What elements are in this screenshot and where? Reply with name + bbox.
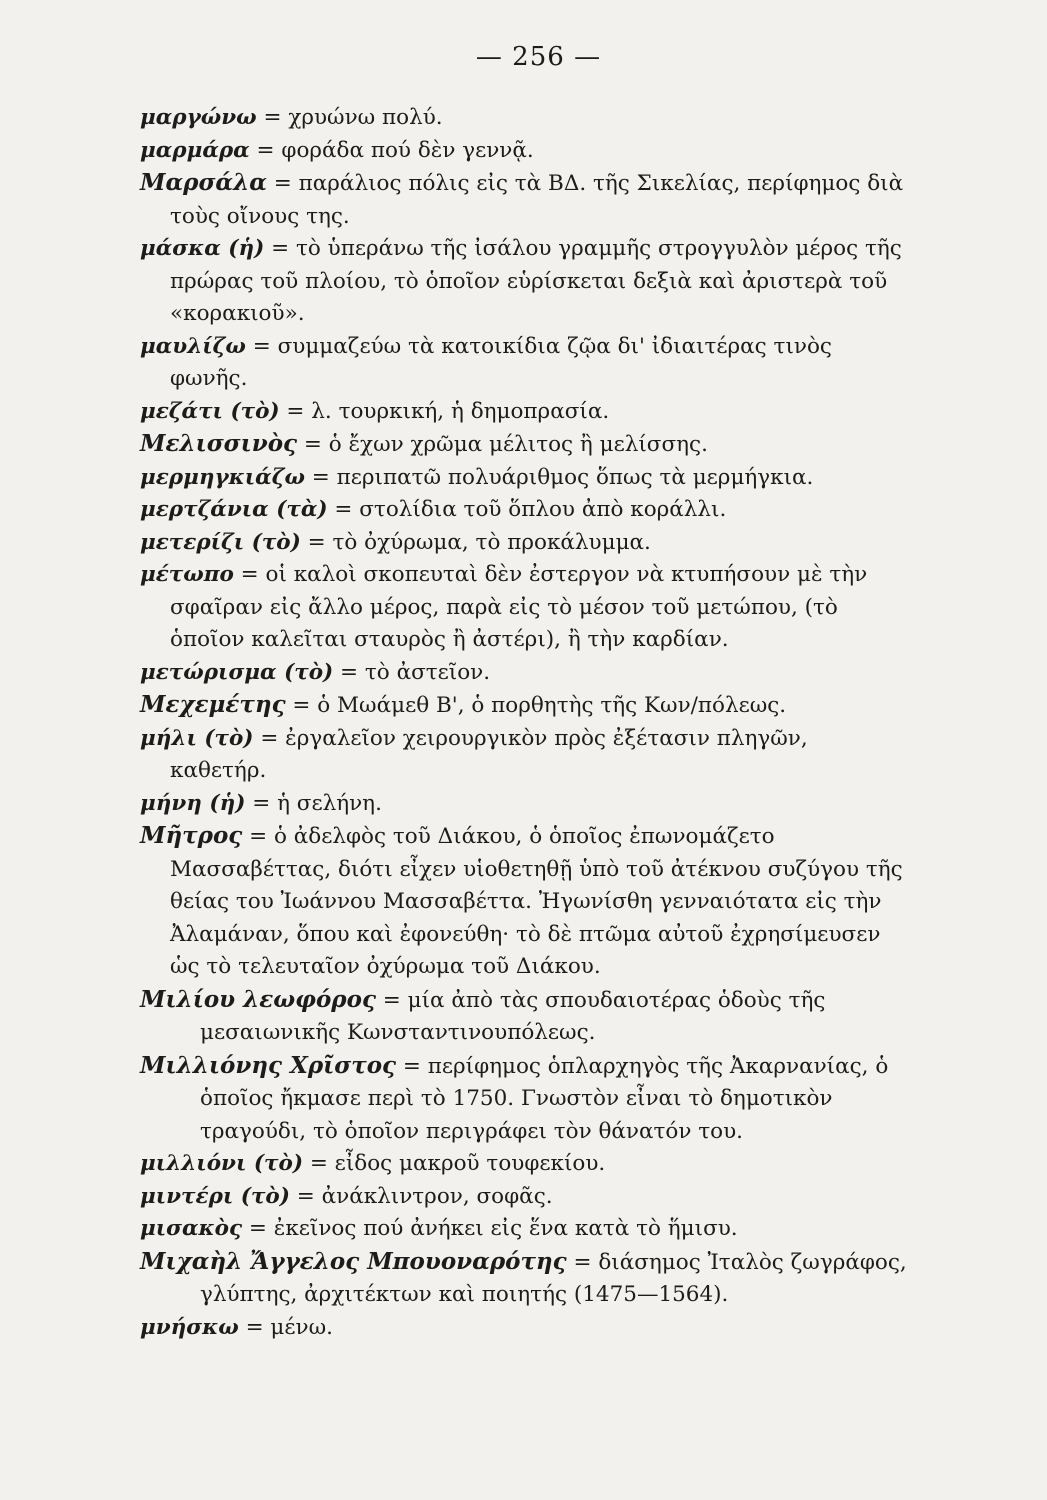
glossary-entry	[140, 494, 907, 527]
entry-term: μετερίζι (τὸ)	[140, 529, 301, 555]
entry-term: μεζάτι (τὸ)	[140, 398, 280, 424]
glossary-entry	[140, 984, 907, 1050]
entry-term: μήνη (ἡ)	[140, 790, 246, 816]
entry-definition: = λ. τουρκική, ἡ δημοπρασία.	[279, 398, 610, 424]
entry-definition: = χρυώνω πολύ.	[256, 105, 443, 130]
entry-definition: = ἀνάκλιντρον, σοφᾶς.	[289, 1183, 553, 1209]
glossary-entry	[140, 1050, 907, 1149]
glossary-entry	[140, 396, 907, 429]
glossary-entry	[140, 788, 907, 821]
entry-definition: = τὸ ὑπεράνω τῆς ἰσάλου γραμμῆς στρογγυλὸν μέρος τῆς πρώρας τοῦ πλοίου, τὸ ὁποῖον εὑρίσκεται δεξιὰ καὶ ἀριστερὰ τοῦ «κορακιοῦ».	[170, 236, 902, 326]
entry-definition: = φοράδα πού δὲν γεννᾷ.	[249, 137, 534, 163]
entry-term: Μιλίου λεωφόρος	[140, 985, 376, 1013]
entry-definition: = εἶδος μακροῦ τουφεκίου.	[303, 1151, 606, 1176]
entry-term: Μαρσάλα	[140, 169, 267, 196]
glossary-entry	[140, 233, 907, 331]
entry-term: μιντέρι (τὸ)	[140, 1183, 290, 1209]
glossary-entry	[140, 657, 907, 690]
glossary-entry	[140, 1246, 907, 1312]
glossary-entry	[140, 527, 907, 560]
glossary-entry	[140, 428, 907, 462]
glossary-entries	[140, 102, 907, 1344]
glossary-entry	[140, 167, 907, 233]
glossary-entry	[140, 689, 907, 723]
entry-term: Μελισσινὸς	[140, 430, 298, 457]
entry-term: Μιλλιόνης Χρῖστος	[140, 1051, 397, 1079]
entry-term: μάσκα (ἡ)	[140, 236, 265, 261]
entry-definition: = μία ἀπὸ τὰς σπουδαιοτέρας ὁδοὺς τῆς μεσαιωνικῆς Κωνσταντινουπόλεως.	[200, 987, 826, 1045]
glossary-entry	[140, 135, 907, 168]
entry-term: μερμηγκιάζω	[140, 464, 305, 490]
entry-definition: = ἡ σελήνη.	[245, 790, 382, 816]
entry-definition: = περιπατῶ πολυάριθμος ὅπως τὰ μερμήγκια.	[304, 464, 814, 490]
glossary-entry	[140, 723, 907, 788]
entry-term: Μιχαὴλ Ἄγγελος Μπουοναρότης	[140, 1247, 567, 1275]
glossary-entry	[140, 1312, 907, 1345]
glossary-entry	[140, 331, 907, 396]
glossary-entry	[140, 1213, 907, 1246]
entry-definition: = ὁ ἔχων χρῶμα μέλιτος ἢ μελίσσης.	[297, 432, 708, 457]
entry-definition: = συμμαζεύω τὰ κατοικίδια ζῷα δι' ἰδιαιτέρας τινὸς φωνῆς.	[170, 333, 832, 391]
entry-term: μνήσκω	[140, 1314, 239, 1340]
entry-definition: = ἐκεῖνος πού ἀνήκει εἰς ἕνα κατὰ τὸ ἥμισυ.	[242, 1216, 738, 1241]
glossary-entry	[140, 102, 907, 135]
entry-term: μέτωπο	[140, 562, 234, 587]
glossary-entry	[140, 820, 907, 984]
entry-term: Μῆτρος	[140, 822, 243, 849]
entry-definition: = παράλιος πόλις εἰς τὰ ΒΔ. τῆς Σικελίας, περίφημος διὰ τοὺς οἴνους της.	[170, 171, 904, 229]
entry-definition: = τὸ ὀχύρωμα, τὸ προκάλυμμα.	[300, 529, 651, 555]
entry-definition: = ἐργαλεῖον χειρουργικὸν πρὸς ἐξέτασιν πληγῶν, καθετήρ.	[170, 725, 808, 783]
glossary-entry	[140, 1148, 907, 1181]
entry-definition: = ὁ ἀδελφὸς τοῦ Διάκου, ὁ ὁποῖος ἐπωνομάζετο Μασσαβέττας, διότι εἶχεν υἱοθετηθῇ ὑπὸ τοῦ ἀτέκνου συζύγου τῆς θείας του Ἰωάννου Μασσαβέττα. Ἠγωνίσθη γενναιότατα εἰς τὴν Ἀλαμάναν, ὅπου καὶ ἐφονεύθη· τὸ δὲ πτῶμα αὐτοῦ ἐχρησίμευσεν ὡς τὸ τελευταῖον ὀχύρωμα τοῦ Διάκου.	[170, 824, 903, 979]
entry-term: μαρμάρα	[140, 137, 250, 163]
glossary-entry	[140, 559, 907, 657]
entry-definition: = περίφημος ὁπλαρχηγὸς τῆς Ἀκαρνανίας, ὁ ὁποῖος ἤκμασε περὶ τὸ 1750. Γνωστὸν εἶναι τὸ δημοτικὸν τραγούδι, τὸ ὁποῖον περιγράφει τὸν θάνατόν του.	[200, 1053, 889, 1144]
entry-term: Μεχεμέτης	[140, 691, 286, 718]
entry-term: μετώρισμα (τὸ)	[140, 659, 334, 685]
glossary-entry	[140, 1181, 907, 1214]
entry-term: μισακὸς	[140, 1216, 243, 1241]
entry-definition: = οἱ καλοὶ σκοπευταὶ δὲν ἐστεργον νὰ κτυπήσουν μὲ τὴν σφαῖραν εἰς ἄλλο μέρος, παρὰ εἰς τὸ μέσον τοῦ μετώπου, (τὸ ὁποῖον καλεῖται σταυρὸς ἢ ἀστέρι), ἢ τὴν καρδίαν.	[170, 562, 868, 652]
page-number: — 256 —	[475, 42, 602, 72]
entry-term: μαυλίζω	[140, 333, 246, 359]
entry-definition: = στολίδια τοῦ ὅπλου ἀπὸ κοράλλι.	[327, 497, 727, 522]
entry-definition: = μένω.	[238, 1314, 333, 1340]
entry-definition: = ὁ Μωάμεθ Β', ὁ πορθητὴς τῆς Κων/πόλεως.	[285, 693, 787, 718]
glossary-entry	[140, 462, 907, 495]
entry-definition: = τὸ ἀστεῖον.	[333, 659, 491, 685]
entry-term: μιλλιόνι (τὸ)	[140, 1151, 303, 1176]
entry-term: μερτζάνια (τὰ)	[140, 497, 328, 522]
entry-definition: = διάσημος Ἰταλὸς ζωγράφος, γλύπτης, ἀρχιτέκτων καὶ ποιητής (1475—1564).	[200, 1249, 907, 1307]
entry-term: μαργώνω	[140, 105, 257, 130]
entry-term: μήλι (τὸ)	[140, 725, 254, 751]
